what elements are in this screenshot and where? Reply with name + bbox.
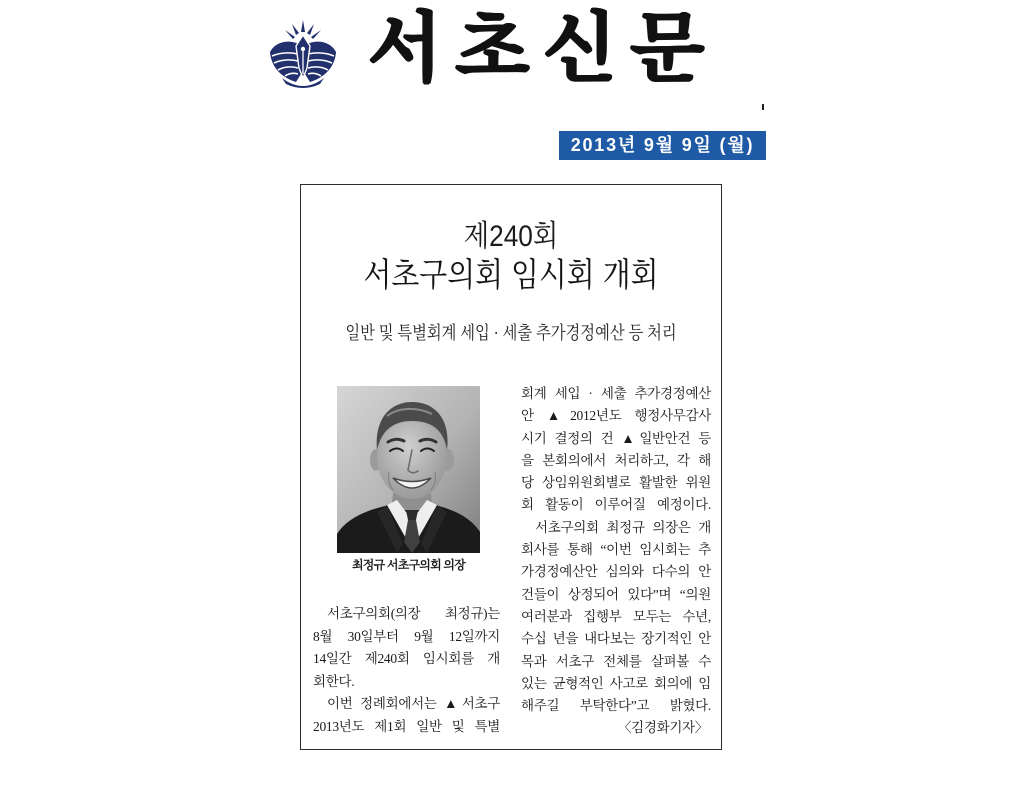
left-column-line: 이번 정례회에서는 ▲서초구	[327, 696, 500, 712]
headline-kicker: 제240회	[463, 220, 559, 253]
subheadline: 일반 및 특별회계 세입 · 세출 추가경정예산 등 처리	[345, 323, 677, 343]
issue-date-banner	[559, 131, 766, 160]
masthead	[0, 0, 1028, 170]
left-column-line: 14일간 제240회 임시회를 개	[313, 651, 500, 667]
right-column-line: 건들이 상정되어 있다”며 “의원	[521, 586, 711, 602]
newspaper-logo-text: 서초신문	[368, 3, 718, 92]
article-clipping	[300, 184, 722, 750]
print-mark	[762, 104, 764, 110]
right-column-line: 여러분과 집행부 모두는 수년,	[521, 608, 711, 624]
left-column-line: 2013년도 제1회 일반 및 특별	[313, 718, 500, 734]
right-column-line: 당 상임위원회별로 활발한 위원	[521, 475, 711, 491]
left-column-line: 서초구의회(의장 최정규)는	[327, 606, 500, 621]
byline: 〈김경화기자〉	[617, 720, 708, 736]
right-column-line: 을 본회의에서 처리하고, 각 해	[521, 452, 711, 468]
right-column-line: 회계 세입 · 세출 추가경정예산	[521, 386, 711, 401]
left-column-line: 회한다.	[313, 673, 355, 689]
photo-caption: 최정규 서초구의회 의장	[352, 558, 465, 572]
headline: 서초구의회 임시회 개회	[363, 256, 659, 293]
portrait-graphic	[337, 386, 480, 553]
portrait-photo	[337, 386, 480, 553]
right-column-line: 수십 년을 내다보는 장기적인 안	[521, 631, 711, 647]
right-column-line: 목과 서초구 전체를 살펴볼 수	[521, 653, 711, 669]
right-column-line: 회사를 통해 “이번 임시회는 추	[521, 542, 711, 558]
right-column-line: 안 ▲2012년도 행정사무감사	[521, 408, 711, 424]
right-column-line: 해주길 부탁한다”고 밝혔다.	[521, 698, 711, 714]
right-column-line: 가경정예산안 심의와 다수의 안	[521, 564, 711, 580]
right-column-line: 시기 결정의 건 ▲일반안건 등	[521, 430, 711, 446]
article-column-left	[313, 603, 500, 739]
article-column-right	[521, 383, 711, 740]
emblem-graphic	[268, 18, 338, 88]
winged-pen-emblem-icon	[268, 18, 338, 88]
issue-date: 2013년 9월 9일 (월)	[570, 135, 755, 155]
right-column-line: 회 활동이 이루어질 예정이다.	[521, 497, 711, 513]
right-column-line: 있는 균형적인 사고로 회의에 임	[521, 675, 711, 691]
right-column-line: 서초구의회 최정규 의장은 개	[535, 519, 711, 535]
left-column-line: 8월 30일부터 9월 12일까지	[313, 628, 500, 644]
